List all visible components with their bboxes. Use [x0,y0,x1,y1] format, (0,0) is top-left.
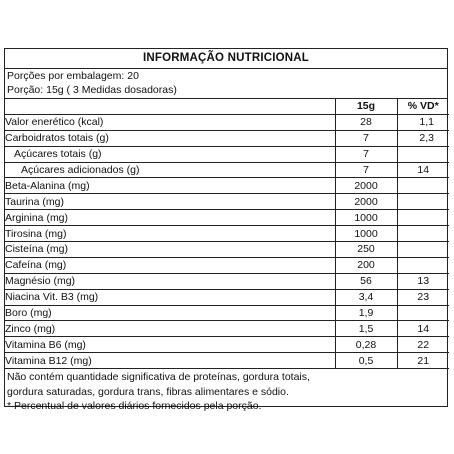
footnote-line: gordura saturadas, gordura trans, fibras alimentares e sódio. [7,385,289,398]
table-row [5,146,449,162]
nutrient-daily-value [397,226,449,242]
nutrient-quantity: 0,28 [335,337,397,353]
table-row [5,210,449,226]
table-row [5,242,449,258]
nutrient-quantity: 1,5 [335,321,397,337]
nutrient-name: Cafeína (mg) [5,257,335,273]
table-row [5,226,449,242]
nutrient-daily-value: 1,1 [397,114,449,130]
header-name [5,99,335,114]
nutrient-quantity: 2000 [335,178,397,194]
nutrient-quantity: 1000 [335,210,397,226]
serving-size: Porção: 15g ( 3 Medidas dosadoras) [7,84,177,96]
table-row [5,289,449,305]
nutrient-daily-value: 21 [397,353,449,369]
nutrient-name: Taurina (mg) [5,194,335,210]
table-row [5,130,449,146]
nutrient-name: Valor enerético (kcal) [5,114,335,130]
nutrient-name: Zinco (mg) [5,321,335,337]
table-row [5,194,449,210]
nutrient-name: Tirosina (mg) [5,226,335,242]
nutrient-daily-value [397,210,449,226]
nutrient-daily-value: 14 [397,321,449,337]
nutrient-daily-value [397,257,449,273]
nutrient-quantity: 1000 [335,226,397,242]
nutrient-quantity: 200 [335,257,397,273]
nutrient-quantity: 7 [335,146,397,162]
nutrient-daily-value: 22 [397,337,449,353]
table-row [5,305,449,321]
table-row [5,114,449,130]
nutrient-quantity: 1,9 [335,305,397,321]
table-row [5,337,449,353]
nutrient-name: Vitamina B6 (mg) [5,337,335,353]
header-daily-value: % VD* [397,99,449,114]
table-row [5,162,449,178]
header-quantity: 15g [335,99,397,114]
nutrient-quantity: 7 [335,130,397,146]
nutrient-daily-value [397,305,449,321]
serving-info [5,69,447,99]
nutrient-quantity: 28 [335,114,397,130]
table-row [5,273,449,289]
nutrient-daily-value: 14 [397,162,449,178]
panel-title: INFORMAÇÃO NUTRICIONAL [5,49,447,69]
nutrient-daily-value: 13 [397,273,449,289]
nutrient-quantity: 56 [335,273,397,289]
nutrient-daily-value [397,146,449,162]
nutrient-quantity: 250 [335,242,397,258]
nutrient-quantity: 7 [335,162,397,178]
nutrient-name: Boro (mg) [5,305,335,321]
servings-per-package: Porções por embalagem: 20 [7,70,139,82]
table-header-row [5,99,449,114]
nutrient-name: Açúcares adicionados (g) [5,162,335,178]
nutrient-daily-value: 23 [397,289,449,305]
nutrient-name: Cisteína (mg) [5,242,335,258]
nutrient-daily-value [397,194,449,210]
nutrient-name: Niacina Vit. B3 (mg) [5,289,335,305]
nutrient-name: Carboidratos totais (g) [5,130,335,146]
nutrition-facts-panel [4,48,448,413]
nutrient-quantity: 2000 [335,194,397,210]
nutrient-quantity: 0,5 [335,353,397,369]
footnote-line: * Percentual de valores diários fornecidos pela porção. [7,400,262,413]
nutrient-daily-value: 2,3 [397,130,449,146]
nutrient-name: Magnésio (mg) [5,273,335,289]
nutrient-name: Vitamina B12 (mg) [5,353,335,369]
table-row [5,353,449,369]
footnotes [5,369,447,414]
nutrient-name: Beta-Alanina (mg) [5,178,335,194]
table-row [5,321,449,337]
nutrient-name: Açúcares totais (g) [5,146,335,162]
nutrition-table [5,99,449,369]
footnote-line: Não contém quantidade significativa de proteínas, gordura totais, [7,371,310,384]
table-row [5,178,449,194]
nutrient-quantity: 3,4 [335,289,397,305]
nutrient-daily-value [397,242,449,258]
nutrient-daily-value [397,178,449,194]
nutrient-name: Arginina (mg) [5,210,335,226]
table-row [5,257,449,273]
